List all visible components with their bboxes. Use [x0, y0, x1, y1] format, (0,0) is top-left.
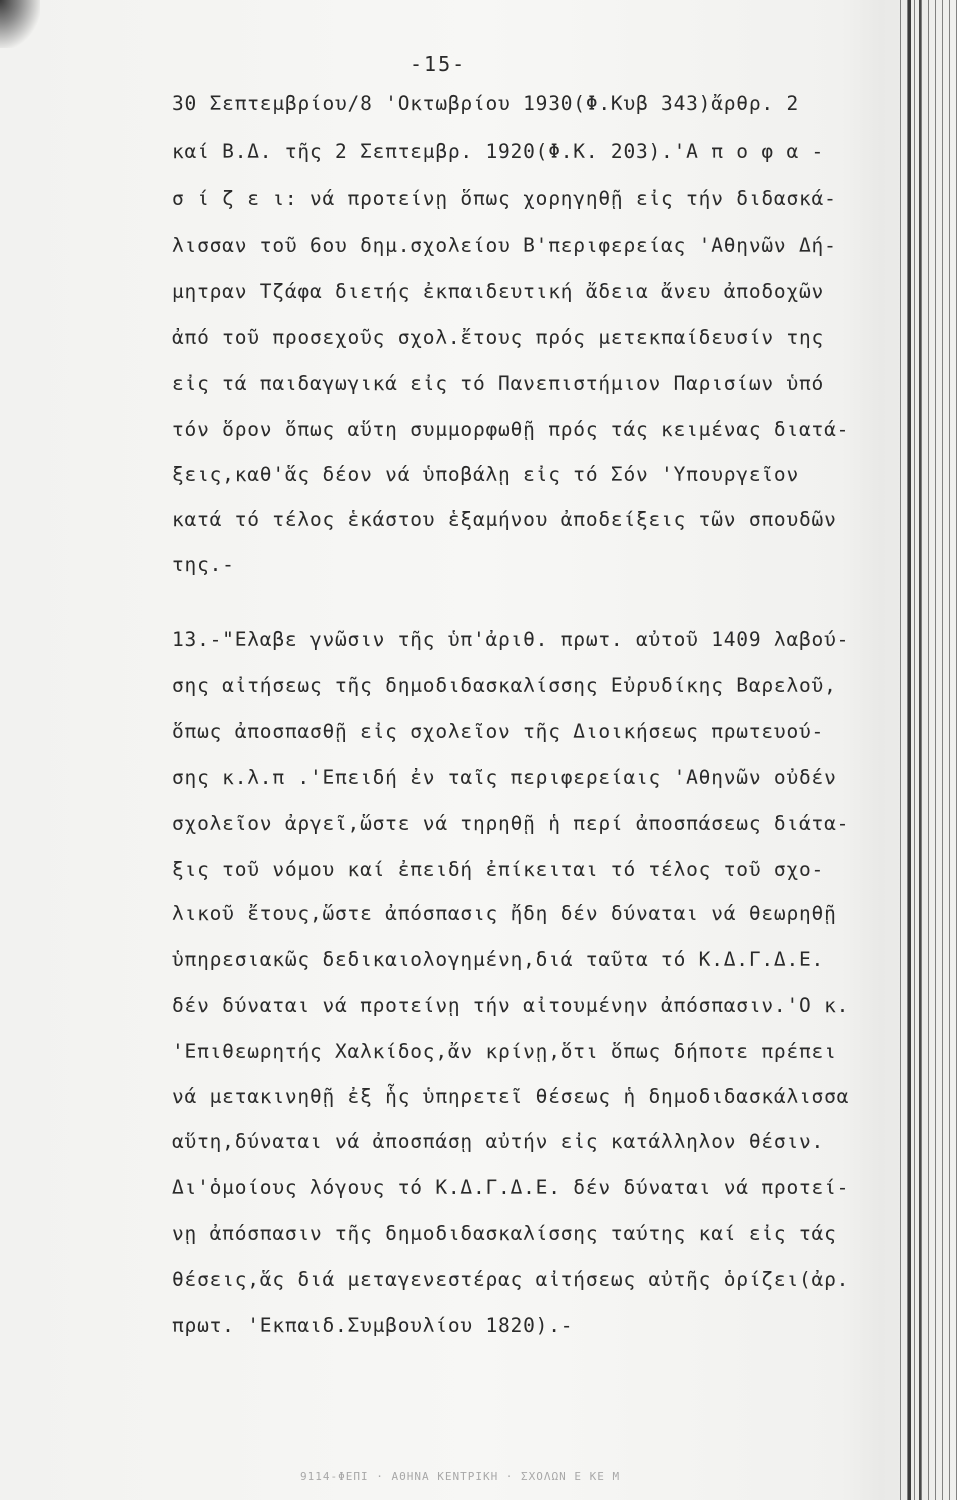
- text-line: 30 Σεπτεμβρίου/8 'Οκτωβρίου 1930(Φ.Κυβ 343)ἄρθρ. 2: [172, 92, 799, 115]
- text-line: κατά τό τέλος ἑκάστου ἑξαμήνου ἀποδείξεις τῶν σπουδῶν: [172, 508, 837, 531]
- text-line: 'Επιθεωρητής Χαλκίδος,ἄν κρίνῃ,ὅτι ὅπως δήποτε πρέπει: [172, 1040, 837, 1063]
- text-line: λικοῦ ἔτους,ὥστε ἀπόσπασις ἤδη δέν δύναται νά θεωρηθῇ: [172, 902, 837, 925]
- text-line: της.-: [172, 553, 235, 576]
- text-line: θέσεις,ἅς διά μεταγενεστέρας αἰτήσεως αὐτῆς ὁρίζει(ἀρ.: [172, 1268, 850, 1291]
- text-line: λισσαν τοῦ 6ου δημ.σχολείου Β'περιφερείας 'Αθηνῶν Δή-: [172, 234, 837, 257]
- text-line: νῃ ἀπόσπασιν τῆς δημοδιδασκαλίσσης ταύτης καί εἰς τάς: [172, 1222, 837, 1245]
- text-line: δέν δύναται νά προτείνῃ τήν αἰτουμένην ἀπόσπασιν.'Ο κ.: [172, 994, 850, 1017]
- text-line: μητραν Τζάφα διετής ἐκπαιδευτική ἄδεια ἄνευ ἀποδοχῶν: [172, 280, 825, 303]
- text-line: σ ί ζ ε ι: νά προτείνῃ ὅπως χορηγηθῇ εἰς τήν διδασκά-: [172, 187, 837, 210]
- text-line: ὑπηρεσιακῶς δεδικαιολογημένη,διά ταῦτα τό Κ.Δ.Γ.Δ.Ε.: [172, 948, 825, 971]
- text-line: καί Β.Δ. τῆς 2 Σεπτεμβρ. 1920(Φ.Κ. 203).'Α π ο φ α -: [172, 140, 825, 163]
- text-line: ξις τοῦ νόμου καί ἐπειδή ἐπίκειται τό τέλος τοῦ σχο-: [172, 858, 825, 881]
- binding-edge: [897, 0, 957, 1500]
- text-line: σχολεῖον ἀργεῖ,ὥστε νά τηρηθῇ ἡ περί ἀποσπάσεως διάτα-: [172, 812, 850, 835]
- text-line: τόν ὅρον ὅπως αὕτη συμμορφωθῇ πρός τάς κειμένας διατά-: [172, 418, 850, 441]
- text-line: αὕτη,δύναται νά ἀποσπάσῃ αὐτήν εἰς κατάλληλον θέσιν.: [172, 1130, 825, 1153]
- footer-stamp: 9114-ΦΕΠΙ · ΑΘΗΝΑ ΚΕΝΤΡΙΚΗ · ΣΧΟΛΩΝ Ε ΚΕ Μ: [300, 1470, 621, 1483]
- text-line: νά μετακινηθῇ ἐξ ἧς ὑπηρετεῖ θέσεως ἡ δημοδιδασκάλισσα: [172, 1085, 850, 1108]
- text-line: σης αἰτήσεως τῆς δημοδιδασκαλίσσης Εὐρυδίκης Βαρελοῦ,: [172, 674, 837, 697]
- scan-shadow: [0, 0, 40, 48]
- text-line: εἰς τά παιδαγωγικά εἰς τό Πανεπιστήμιον Παρισίων ὑπό: [172, 372, 825, 395]
- text-line: πρωτ. 'Εκπαιδ.Συμβουλίου 1820).-: [172, 1314, 574, 1337]
- text-line: 13.-"Ελαβε γνῶσιν τῆς ὑπ'ἀριθ. πρωτ. αὐτοῦ 1409 λαβού-: [172, 628, 850, 651]
- text-line: ὅπως ἀποσπασθῇ εἰς σχολεῖον τῆς Διοικήσεως πρωτευού-: [172, 720, 825, 743]
- text-line: Δι'ὁμοίους λόγους τό Κ.Δ.Γ.Δ.Ε. δέν δύναται νά προτεί-: [172, 1176, 850, 1199]
- page-number: -15-: [410, 52, 467, 76]
- binding-line: [908, 0, 911, 1500]
- binding-line: [919, 0, 921, 1500]
- text-line: σης κ.λ.π .'Επειδή ἐν ταῖς περιφερείαις 'Αθηνῶν οὐδέν: [172, 766, 837, 789]
- text-line: ξεις,καθ'ἅς δέον νά ὑποβάλῃ εἰς τό Σόν 'Υπουργεῖον: [172, 463, 799, 486]
- text-line: ἀπό τοῦ προσεχοῦς σχολ.ἔτους πρός μετεκπαίδευσίν της: [172, 326, 825, 349]
